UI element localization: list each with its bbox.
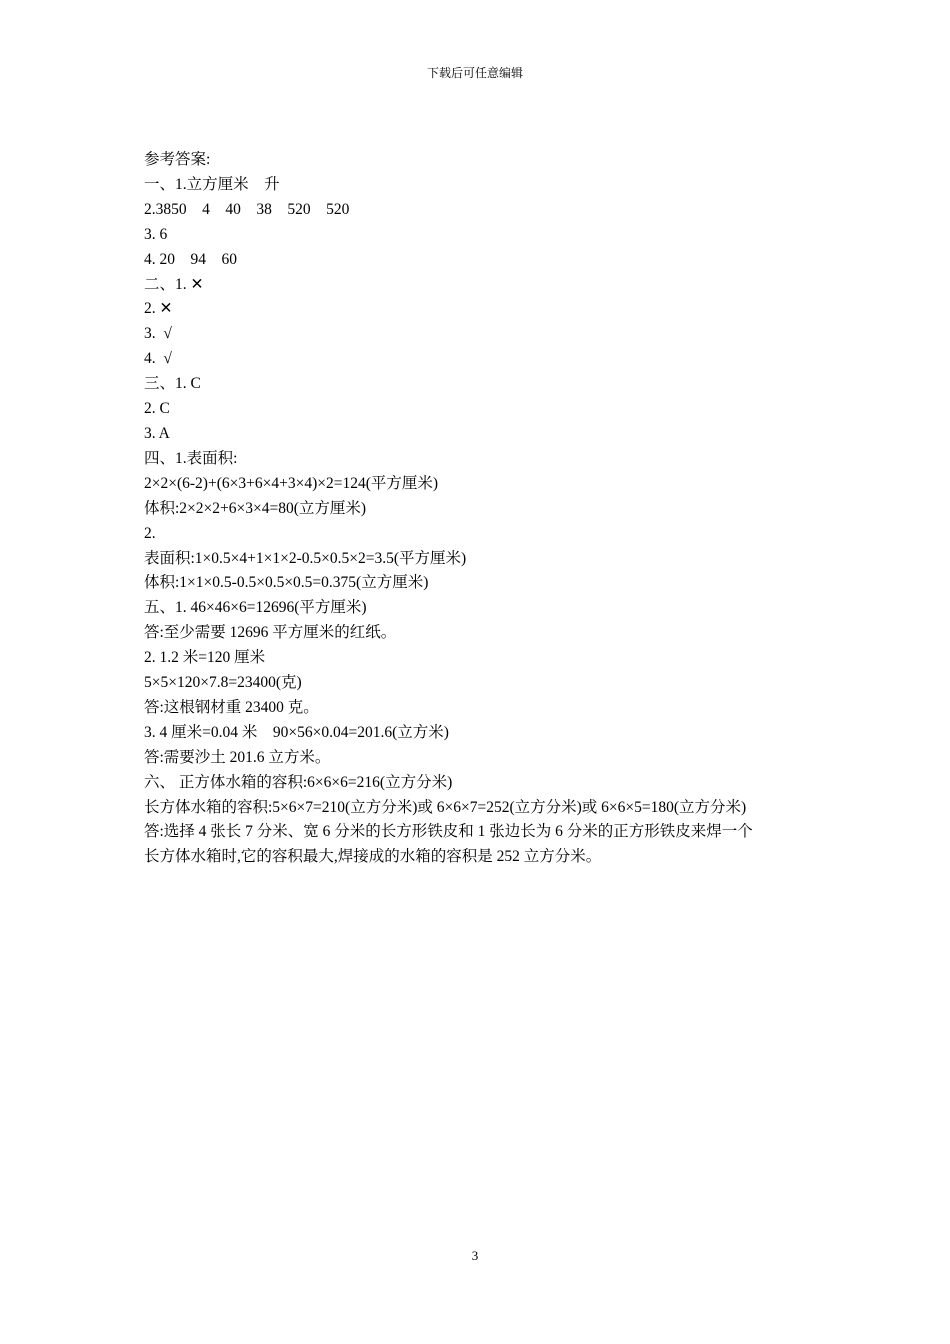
text-line: 三、1. C — [144, 375, 201, 393]
text-line: 四、1.表面积: — [144, 449, 238, 467]
page-header: 下载后可任意编辑 — [426, 66, 523, 80]
text-line: 一、1.立方厘米 升 — [144, 175, 280, 193]
text-line: 表面积:1×0.5×4+1×1×2-0.5×0.5×2=3.5(平方厘米) — [144, 549, 467, 567]
text-line: 长方体水箱时,它的容积最大,焊接成的水箱的容积是 252 立方分米。 — [144, 848, 602, 866]
text-line: 2×2×(6-2)+(6×3+6×4+3×4)×2=124(平方厘米) — [144, 474, 439, 492]
text-line: 体积:1×1×0.5-0.5×0.5×0.5=0.375(立方厘米) — [144, 574, 429, 592]
text-line: 答:这根钢材重 23400 克。 — [144, 698, 319, 716]
text-line: 二、1. ✕ — [144, 275, 204, 293]
text-line: 4. 20 94 60 — [144, 250, 237, 268]
text-line: 2. ✕ — [144, 300, 173, 318]
text-line: 体积:2×2×2+6×3×4=80(立方厘米) — [144, 499, 367, 517]
text-line: 5×5×120×7.8=23400(克) — [144, 674, 302, 692]
text-line: 答:选择 4 张长 7 分米、宽 6 分米的长方形铁皮和 1 张边长为 6 分米的正方形铁皮来焊一个 — [144, 823, 753, 841]
page-number: 3 — [471, 1248, 479, 1263]
text-line: 参考答案: — [144, 151, 211, 168]
text-line: 2. — [144, 524, 156, 542]
text-line: 2. C — [144, 400, 170, 418]
text-line: 2. 1.2 米=120 厘米 — [144, 649, 266, 667]
text-line: 五、1. 46×46×6=12696(平方厘米) — [144, 599, 367, 617]
answer-content — [144, 148, 814, 870]
text-line: 3. √ — [144, 325, 172, 343]
text-line: 3. 4 厘米=0.04 米 90×56×0.04=201.6(立方米) — [144, 723, 449, 741]
text-line: 2.3850 4 40 38 520 520 — [144, 200, 350, 218]
text-line: 六、 正方体水箱的容积:6×6×6=216(立方分米) — [144, 773, 453, 791]
text-line: 4. √ — [144, 350, 172, 368]
text-line: 长方体水箱的容积:5×6×7=210(立方分米)或 6×6×7=252(立方分米)或 6×6×5=180(立方分米) — [144, 798, 747, 816]
text-line: 答:至少需要 12696 平方厘米的红纸。 — [144, 624, 397, 642]
text-line: 3. 6 — [144, 225, 168, 243]
text-line: 3. A — [144, 424, 170, 442]
text-line: 答:需要沙土 201.6 立方米。 — [144, 748, 331, 766]
